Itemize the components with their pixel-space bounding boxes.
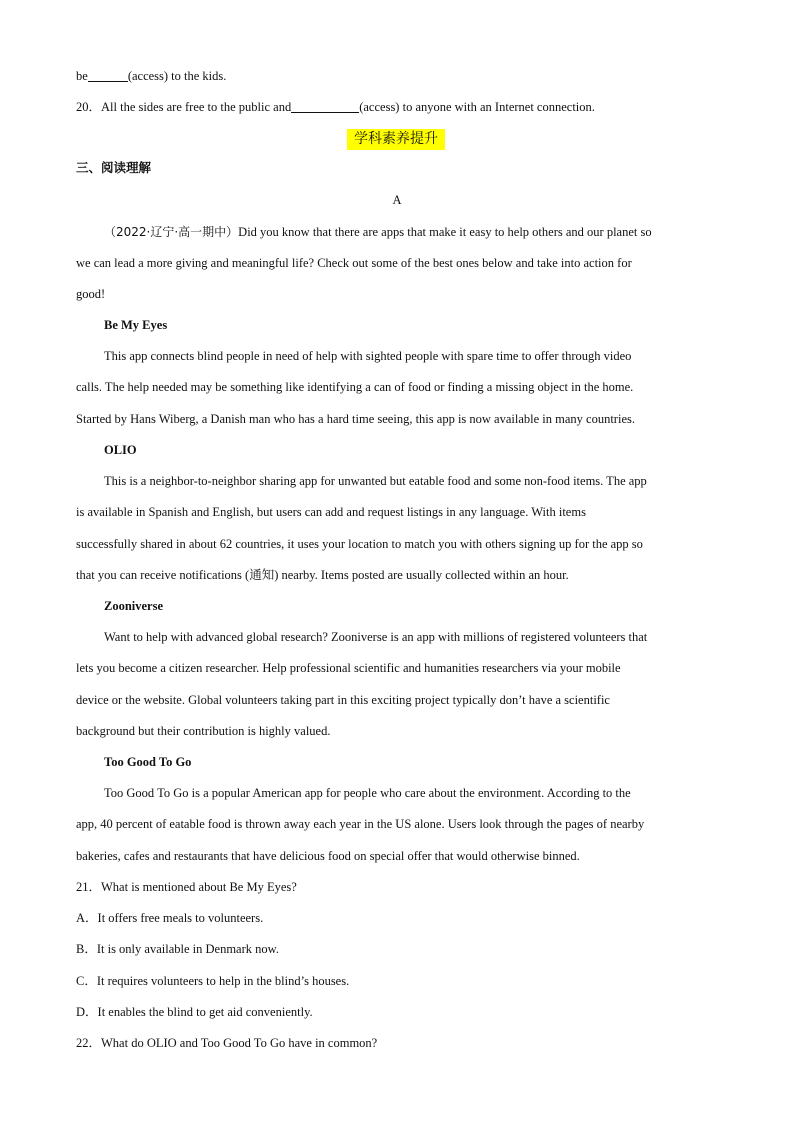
option-c[interactable]: C．It requires volunteers to help in the blind’s houses.	[76, 974, 350, 988]
app-title-too-good-to-go: Too Good To Go	[104, 755, 192, 769]
question-22-stem: 22．What do OLIO and Too Good To Go have in common?	[76, 1036, 378, 1050]
intro-text-1: Did you know that there are apps that make it easy to help others and our planet so	[238, 225, 652, 239]
question-19-tail	[76, 68, 716, 84]
question-20	[76, 99, 716, 115]
app-text-line: calls. The help needed may be something like identifying a can of food or finding a missing object in the home.	[76, 380, 634, 394]
app-text-line: device or the website. Global volunteers taking part in this exciting project typically don’t have a scientific	[76, 693, 610, 707]
app-text-line: lets you become a citizen researcher. Help professional scientific and humanities researchers via your mobile	[76, 661, 621, 675]
app-text-line: background but their contribution is highly valued.	[76, 724, 331, 738]
source-tag: （2022·辽宁·高一期中）	[104, 225, 239, 239]
q19-before-text: be	[76, 69, 88, 83]
passage-letter: A	[392, 193, 402, 207]
app-text-line: Too Good To Go is a popular American app for people who care about the environment. According to the	[104, 786, 631, 800]
section-highlight-badge: 学科素养提升	[347, 129, 445, 150]
question-21-stem: 21．What is mentioned about Be My Eyes?	[76, 880, 297, 894]
app-text-line: This is a neighbor-to-neighbor sharing app for unwanted but eatable food and some non-food items. The app	[104, 474, 647, 488]
app-title-zooniverse: Zooniverse	[104, 599, 164, 613]
app-text-line: This app connects blind people in need of help with sighted people with spare time to offer through video	[104, 349, 632, 363]
app-text-line: Want to help with advanced global research? Zooniverse is an app with millions of registered volunteers that	[104, 630, 648, 644]
app-text-line: is available in Spanish and English, but users can add and request listings in any language. With items	[76, 505, 586, 519]
intro-line-3: good!	[76, 287, 106, 301]
option-d[interactable]: D．It enables the blind to get aid conveniently.	[76, 1005, 313, 1019]
q20-before-text: 20．All the sides are free to the public and	[76, 100, 292, 114]
answer-blank-20[interactable]	[291, 100, 359, 113]
intro-line-2: we can lead a more giving and meaningful life? Check out some of the best ones below and take into action for	[76, 256, 632, 270]
app-text-line: app, 40 percent of eatable food is thrown away each year in the US alone. Users look through the pages of nearby	[76, 817, 645, 831]
app-text-line: successfully shared in about 62 countries, it uses your location to match you with others signing up for the app so	[76, 537, 643, 551]
intro-line-1	[104, 224, 744, 240]
app-title-be-my-eyes: Be My Eyes	[104, 318, 168, 332]
answer-blank-19[interactable]	[88, 69, 128, 82]
option-a[interactable]: A．It offers free meals to volunteers.	[76, 911, 264, 925]
q20-after-text: (access) to anyone with an Internet connection.	[359, 100, 595, 114]
q19-after-text: (access) to the kids.	[127, 69, 227, 83]
app-text-line: Started by Hans Wiberg, a Danish man who has a hard time seeing, this app is now available in many countries.	[76, 412, 635, 426]
section-title: 三、阅读理解	[76, 160, 152, 175]
app-text-line: that you can receive notifications (通知) nearby. Items posted are usually collected within an hour.	[76, 568, 569, 582]
app-title-olio: OLIO	[104, 443, 137, 457]
app-text-line: bakeries, cafes and restaurants that have delicious food on special offer that would otherwise binned.	[76, 849, 580, 863]
option-b[interactable]: B．It is only available in Denmark now.	[76, 942, 279, 956]
